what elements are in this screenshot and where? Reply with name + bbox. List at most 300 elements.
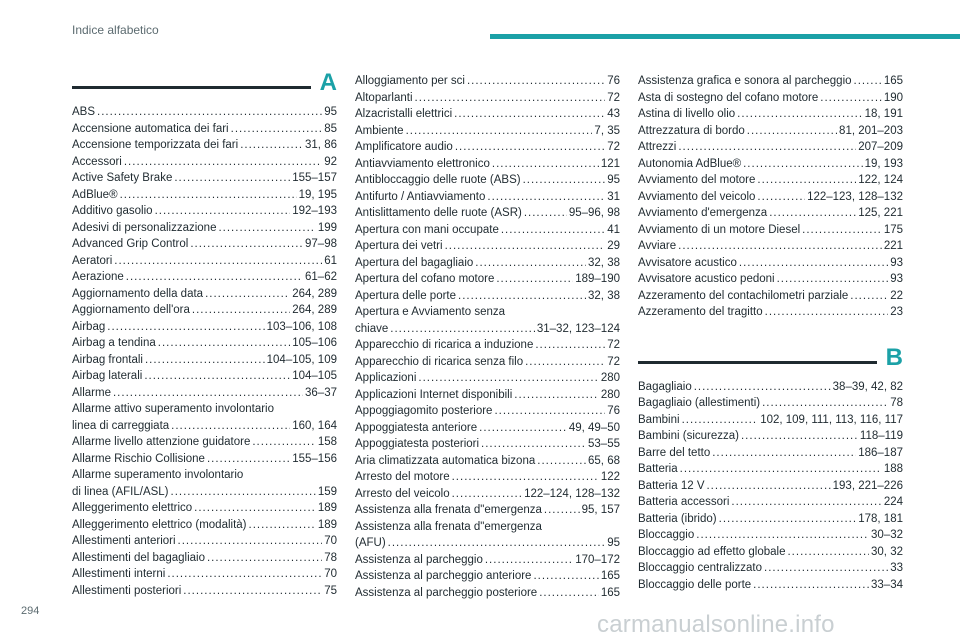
entry-pages[interactable]: 31 (607, 190, 620, 203)
entry-pages[interactable]: 170–172 (575, 553, 620, 566)
entry-term: Appoggiagomito posteriore (355, 405, 493, 417)
index-entry[interactable] (638, 544, 903, 561)
entry-pages[interactable]: 121 (600, 157, 620, 170)
entry-pages[interactable]: 76 (607, 75, 620, 87)
entry-pages[interactable]: 72 (607, 91, 620, 104)
entry-pages[interactable]: 175 (883, 223, 903, 236)
index-entry[interactable] (72, 368, 337, 385)
dot-leader (741, 428, 858, 445)
index-entry[interactable] (355, 205, 620, 222)
dot-leader (475, 255, 586, 272)
entry-pages[interactable]: 36–37 (305, 386, 337, 399)
index-entry-line1: Allarme attivo superamento involontario (72, 403, 274, 415)
index-list (72, 104, 337, 599)
entry-term: Batteria (638, 463, 678, 475)
index-entry[interactable] (355, 337, 620, 354)
entry-term: Alzacristalli elettrici (355, 108, 453, 120)
entry-pages[interactable]: 155–157 (292, 172, 337, 184)
entry-pages[interactable]: 165 (883, 75, 903, 87)
section-header-a (72, 69, 337, 104)
index-entry[interactable] (355, 354, 620, 371)
index-entry[interactable] (355, 238, 620, 255)
entry-pages[interactable]: 95 (607, 537, 620, 549)
index-entry[interactable] (638, 395, 903, 412)
entry-term: Airbag (72, 320, 106, 333)
dot-leader (252, 434, 315, 451)
dot-leader (231, 121, 323, 138)
index-entry[interactable] (72, 467, 337, 500)
dot-leader (467, 73, 605, 90)
index-entry[interactable] (72, 286, 337, 303)
entry-term: Barre del tetto (638, 446, 711, 459)
index-entry[interactable] (638, 304, 903, 321)
entry-term: Alloggiamento per sci (355, 75, 465, 87)
entry-term: Assistenza al parcheggio (355, 553, 483, 566)
entry-pages[interactable]: 61 (324, 254, 337, 267)
index-entry[interactable] (355, 585, 620, 602)
index-entry[interactable] (355, 436, 620, 453)
entry-pages[interactable]: 75 (324, 584, 337, 597)
header-accent-bar (490, 34, 960, 39)
entry-term: Additivo gasolio (72, 205, 153, 217)
dot-leader (743, 156, 863, 173)
index-entry[interactable] (355, 271, 620, 288)
index-entry[interactable] (72, 104, 337, 121)
entry-pages[interactable]: 95, 157 (581, 504, 620, 516)
index-entry[interactable] (355, 288, 620, 305)
dot-leader (680, 461, 882, 478)
dot-leader (757, 172, 856, 189)
index-entry-row (355, 535, 620, 552)
entry-term: Apertura dei vetri (355, 240, 443, 252)
entry-term: Allestimenti anteriori (72, 535, 176, 547)
index-entry[interactable] (355, 420, 620, 437)
entry-pages[interactable]: 85 (324, 122, 337, 135)
dot-leader (757, 189, 805, 206)
entry-pages[interactable]: 43 (607, 108, 620, 120)
entry-term: Assistenza al parcheggio posteriore (355, 586, 538, 599)
entry-pages[interactable]: 33 (890, 562, 903, 574)
dot-leader (171, 484, 316, 501)
index-entry[interactable] (638, 379, 903, 396)
entry-pages[interactable]: 159 (317, 485, 337, 498)
dot-leader (406, 123, 593, 140)
dot-leader (678, 139, 856, 156)
index-entry[interactable] (72, 583, 337, 600)
entry-term: Accessori (72, 155, 122, 168)
entry-term: Bagagliaio (638, 380, 692, 393)
entry-pages[interactable]: 221 (883, 240, 903, 252)
dot-leader (762, 395, 888, 412)
entry-pages[interactable]: 122–124, 128–132 (524, 487, 620, 500)
entry-pages[interactable]: 102, 109, 111, 113, 116, 117 (760, 413, 903, 426)
index-entry[interactable] (638, 238, 903, 255)
entry-pages[interactable]: 165 (600, 570, 620, 582)
entry-term: Apparecchio di ricarica senza filo (355, 355, 524, 368)
entry-term: Avvisatore acustico (638, 256, 737, 269)
entry-pages[interactable]: 190 (883, 91, 903, 104)
index-entry[interactable] (638, 222, 903, 239)
index-entry[interactable] (72, 154, 337, 171)
entry-pages[interactable]: 33–34 (871, 578, 903, 591)
dot-leader (114, 253, 322, 270)
index-entry[interactable] (638, 123, 903, 140)
entry-term: Allarme Rischio Collisione (72, 452, 205, 465)
entry-pages[interactable]: 81, 201–203 (839, 124, 903, 137)
entry-pages[interactable]: 93 (890, 256, 903, 269)
entry-term: Allestimenti posteriori (72, 584, 182, 597)
dot-leader (544, 502, 580, 519)
index-entry[interactable] (638, 478, 903, 495)
entry-pages[interactable]: 7, 35 (594, 124, 620, 137)
entry-pages[interactable]: 193, 221–226 (832, 479, 903, 492)
entry-term: Active Safety Brake (72, 172, 173, 184)
index-entry[interactable] (355, 255, 620, 272)
entry-pages[interactable]: 103–106, 108 (266, 320, 337, 333)
dot-leader (496, 271, 573, 288)
index-entry[interactable] (355, 189, 620, 206)
index-entry[interactable] (355, 73, 620, 90)
index-entry-line1: Allarme superamento involontario (72, 469, 244, 481)
dot-leader (479, 420, 567, 437)
index-entry[interactable] (72, 352, 337, 369)
index-entry[interactable] (72, 203, 337, 220)
entry-pages[interactable]: 41 (607, 223, 620, 236)
index-entry[interactable] (355, 469, 620, 486)
entry-term: Appoggiatesta anteriore (355, 421, 478, 434)
dot-leader (739, 255, 888, 272)
entry-pages[interactable]: 224 (883, 496, 903, 508)
entry-pages[interactable]: 95 (607, 174, 620, 186)
entry-pages[interactable]: 105–106 (292, 337, 337, 349)
index-entry[interactable] (72, 121, 337, 138)
index-entry[interactable] (638, 139, 903, 156)
entry-term: Antiavviamento elettronico (355, 157, 490, 170)
dot-leader (455, 139, 605, 156)
index-entry[interactable] (638, 172, 903, 189)
entry-term: Ambiente (355, 124, 404, 137)
dot-leader (452, 486, 522, 503)
entry-pages[interactable]: 95–96, 98 (568, 207, 620, 219)
entry-pages[interactable]: 32, 38 (588, 289, 620, 302)
entry-term: Antislittamento delle ruote (ASR) (355, 207, 522, 219)
index-entry[interactable] (72, 517, 337, 534)
index-entry[interactable] (638, 461, 903, 478)
entry-pages[interactable]: 280 (600, 372, 620, 384)
entry-term: Attrezzi (638, 141, 677, 153)
entry-pages[interactable]: 53–55 (588, 438, 620, 450)
entry-pages[interactable]: 38–39, 42, 82 (832, 380, 903, 393)
entry-pages[interactable]: 122–123, 128–132 (807, 190, 903, 203)
index-entry[interactable] (72, 137, 337, 154)
entry-pages[interactable]: 29 (607, 240, 620, 252)
entry-term: Astina di livello olio (638, 108, 736, 120)
dot-leader (539, 585, 599, 602)
entry-pages[interactable]: 188 (883, 463, 903, 475)
index-entry[interactable] (638, 511, 903, 528)
entry-pages[interactable]: 49, 49–50 (568, 421, 620, 434)
entry-term: linea di carreggiata (72, 419, 170, 432)
entry-pages[interactable]: 189 (317, 502, 337, 514)
entry-pages[interactable]: 192–193 (292, 205, 337, 217)
dot-leader (390, 321, 535, 338)
entry-term: Avvisatore acustico pedoni (638, 273, 775, 285)
dot-leader (802, 222, 882, 239)
index-column-2 (355, 73, 620, 601)
entry-pages[interactable]: 19, 193 (864, 157, 903, 170)
index-entry[interactable] (638, 412, 903, 429)
entry-pages[interactable]: 78 (324, 551, 337, 564)
dot-leader (454, 106, 605, 123)
dot-leader (145, 352, 265, 369)
index-entry[interactable] (72, 187, 337, 204)
dot-leader (535, 337, 605, 354)
index-entry[interactable] (638, 527, 903, 544)
entry-pages[interactable]: 280 (600, 388, 620, 401)
index-entry[interactable] (355, 403, 620, 420)
index-entry[interactable] (72, 319, 337, 336)
index-entry[interactable] (355, 156, 620, 173)
index-entry[interactable] (355, 172, 620, 189)
dot-leader (388, 535, 606, 552)
entry-pages[interactable]: 23 (890, 306, 903, 318)
entry-pages[interactable]: 70 (324, 568, 337, 580)
dot-leader (192, 302, 290, 319)
index-entry[interactable] (355, 502, 620, 519)
index-entry[interactable] (638, 73, 903, 90)
dot-leader (492, 156, 599, 173)
index-entry[interactable] (72, 335, 337, 352)
index-entry[interactable] (72, 500, 337, 517)
entry-term: Arresto del motore (355, 471, 450, 483)
section-header-b (638, 343, 903, 379)
dot-leader (719, 511, 857, 528)
index-entry[interactable] (72, 220, 337, 237)
index-entry[interactable] (355, 304, 620, 337)
dot-leader (850, 288, 888, 305)
entry-term: Allestimenti interni (72, 568, 166, 580)
entry-pages[interactable]: 97–98 (305, 238, 337, 250)
entry-pages[interactable]: 207–209 (858, 141, 903, 153)
dot-leader (753, 577, 869, 594)
index-entry[interactable] (355, 519, 620, 552)
entry-pages[interactable]: 31–32, 123–124 (536, 322, 620, 335)
dot-leader (194, 500, 316, 517)
index-entry[interactable] (638, 428, 903, 445)
index-entry[interactable] (638, 494, 903, 511)
dot-leader (124, 154, 322, 171)
entry-term: Bloccaggio ad effetto globale (638, 545, 786, 558)
index-entry[interactable] (72, 451, 337, 468)
dot-leader (240, 137, 303, 154)
section-divider (638, 361, 877, 364)
entry-term: Assistenza alla frenata d"emergenza (355, 504, 542, 516)
entry-pages[interactable]: 32, 38 (588, 256, 620, 269)
dot-leader (174, 170, 290, 187)
dot-leader (523, 172, 606, 189)
entry-pages[interactable]: 70 (324, 535, 337, 547)
dot-leader (218, 220, 315, 237)
dot-leader (501, 222, 605, 239)
entry-pages[interactable]: 30, 32 (871, 545, 903, 558)
entry-term: Asta di sostegno del cofano motore (638, 91, 819, 104)
entry-pages[interactable]: 104–105 (292, 370, 337, 382)
index-entry[interactable] (638, 445, 903, 462)
entry-pages[interactable]: 122 (600, 471, 620, 483)
entry-term: Airbag frontali (72, 353, 143, 366)
index-entry[interactable] (72, 566, 337, 583)
dot-leader (525, 354, 605, 371)
entry-pages[interactable]: 125, 221 (858, 207, 903, 219)
index-entry[interactable] (72, 269, 337, 286)
entry-term: Azzeramento del tragitto (638, 306, 763, 318)
entry-pages[interactable]: 104–105, 109 (266, 353, 337, 366)
entry-pages[interactable]: 189–190 (575, 273, 620, 285)
index-column-3 (638, 73, 903, 593)
index-entry[interactable] (355, 568, 620, 585)
entry-pages[interactable]: 158 (317, 436, 337, 448)
dot-leader (787, 544, 869, 561)
entry-term: Arresto del veicolo (355, 487, 450, 500)
entry-pages[interactable]: 165 (600, 586, 620, 599)
entry-term: Aeratori (72, 254, 113, 267)
entry-pages[interactable]: 92 (324, 155, 337, 168)
index-entry[interactable] (638, 288, 903, 305)
index-entry[interactable] (355, 106, 620, 123)
index-entry[interactable] (355, 139, 620, 156)
dot-leader (494, 403, 605, 420)
index-entry-row (72, 484, 337, 501)
dot-leader (207, 550, 322, 567)
entry-pages[interactable]: 19, 195 (298, 188, 337, 201)
index-entry[interactable] (72, 533, 337, 550)
entry-pages[interactable]: 65, 68 (588, 454, 620, 467)
entry-pages[interactable]: 118–119 (859, 430, 903, 442)
page-number: 294 (21, 605, 40, 617)
entry-term: Avviamento d'emergenza (638, 207, 768, 219)
index-entry[interactable] (638, 156, 903, 173)
dot-leader (458, 288, 586, 305)
dot-leader (764, 560, 888, 577)
entry-pages[interactable]: 30–32 (871, 529, 903, 541)
index-entry[interactable] (72, 401, 337, 434)
index-entry[interactable] (355, 90, 620, 107)
entry-pages[interactable]: 78 (890, 397, 903, 409)
entry-pages[interactable]: 72 (607, 355, 620, 368)
index-entry[interactable] (355, 552, 620, 569)
dot-leader (481, 436, 586, 453)
index-list (638, 379, 903, 594)
watermark: carmanualsonline.info (597, 611, 835, 638)
entry-term: Aggiornamento della data (72, 287, 204, 300)
entry-pages[interactable]: 18, 191 (864, 108, 903, 120)
dot-leader (737, 106, 862, 123)
entry-term: Bambini (638, 413, 680, 426)
entry-term: Apertura del bagagliaio (355, 256, 474, 269)
entry-pages[interactable]: 186–187 (858, 446, 903, 459)
index-entry[interactable] (638, 271, 903, 288)
dot-leader (120, 187, 297, 204)
dot-leader (178, 533, 323, 550)
index-entry[interactable] (72, 550, 337, 567)
entry-pages[interactable]: 264, 289 (292, 287, 337, 300)
index-entry[interactable] (355, 387, 620, 404)
index-entry[interactable] (72, 236, 337, 253)
dot-leader (415, 90, 606, 107)
index-entry[interactable] (355, 370, 620, 387)
entry-pages[interactable]: 264, 289 (292, 304, 337, 316)
entry-pages[interactable]: 22 (890, 289, 903, 302)
index-entry[interactable] (355, 222, 620, 239)
dot-leader (537, 453, 586, 470)
entry-term: Aerazione (72, 271, 124, 283)
entry-term: Airbag a tendina (72, 337, 156, 349)
entry-pages[interactable]: 76 (607, 405, 620, 417)
index-entry[interactable] (638, 255, 903, 272)
entry-term: di linea (AFIL/ASL) (72, 485, 169, 498)
entry-term: Airbag laterali (72, 370, 143, 382)
dot-leader (777, 271, 889, 288)
index-entry[interactable] (638, 90, 903, 107)
entry-pages[interactable]: 122, 124 (858, 174, 903, 186)
entry-pages[interactable]: 72 (607, 339, 620, 351)
entry-term: Accensione automatica dei fari (72, 122, 229, 135)
entry-term: Aggiornamento dell'ora (72, 304, 190, 316)
index-entry-line1: Apertura e Avviamento senza (355, 306, 506, 318)
entry-term: Avviamento del veicolo (638, 190, 756, 203)
entry-pages[interactable]: 72 (607, 141, 620, 153)
index-entry[interactable] (638, 560, 903, 577)
entry-pages[interactable]: 155–156 (292, 452, 337, 465)
entry-term: Avviamento di un motore Diesel (638, 223, 801, 236)
entry-term: Apparecchio di ricarica a induzione (355, 339, 534, 351)
dot-leader (158, 335, 290, 352)
entry-term: Allarme livello attenzione guidatore (72, 436, 251, 448)
entry-pages[interactable]: 31, 86 (305, 139, 337, 151)
index-entry[interactable] (355, 123, 620, 140)
index-entry[interactable] (355, 453, 620, 470)
index-entry[interactable] (638, 205, 903, 222)
entry-term: Bloccaggio (638, 529, 695, 541)
index-list (355, 73, 620, 601)
entry-pages[interactable]: 160, 164 (292, 419, 337, 432)
index-entry[interactable] (355, 486, 620, 503)
entry-pages[interactable]: 178, 181 (858, 512, 903, 525)
index-entry[interactable] (72, 434, 337, 451)
index-entry[interactable] (638, 106, 903, 123)
entry-pages[interactable]: 189 (317, 518, 337, 531)
index-entry[interactable] (72, 170, 337, 187)
entry-pages[interactable]: 93 (890, 273, 903, 285)
index-column-1 (72, 69, 337, 599)
index-entry[interactable] (638, 189, 903, 206)
entry-term: Azzeramento del contachilometri parziale (638, 289, 849, 302)
header-title: Indice alfabetico (72, 23, 159, 37)
index-entry[interactable] (638, 577, 903, 594)
dot-leader (107, 319, 264, 336)
index-list (638, 73, 903, 321)
entry-term: Bloccaggio centralizzato (638, 562, 763, 574)
dot-leader (126, 269, 303, 286)
dot-leader (155, 203, 291, 220)
entry-pages[interactable]: 61–62 (305, 271, 337, 283)
index-entry[interactable] (72, 253, 337, 270)
index-entry[interactable] (72, 385, 337, 402)
dot-leader (769, 205, 856, 222)
index-entry[interactable] (72, 302, 337, 319)
entry-pages[interactable]: 199 (317, 221, 337, 234)
entry-pages[interactable]: 95 (324, 106, 337, 118)
